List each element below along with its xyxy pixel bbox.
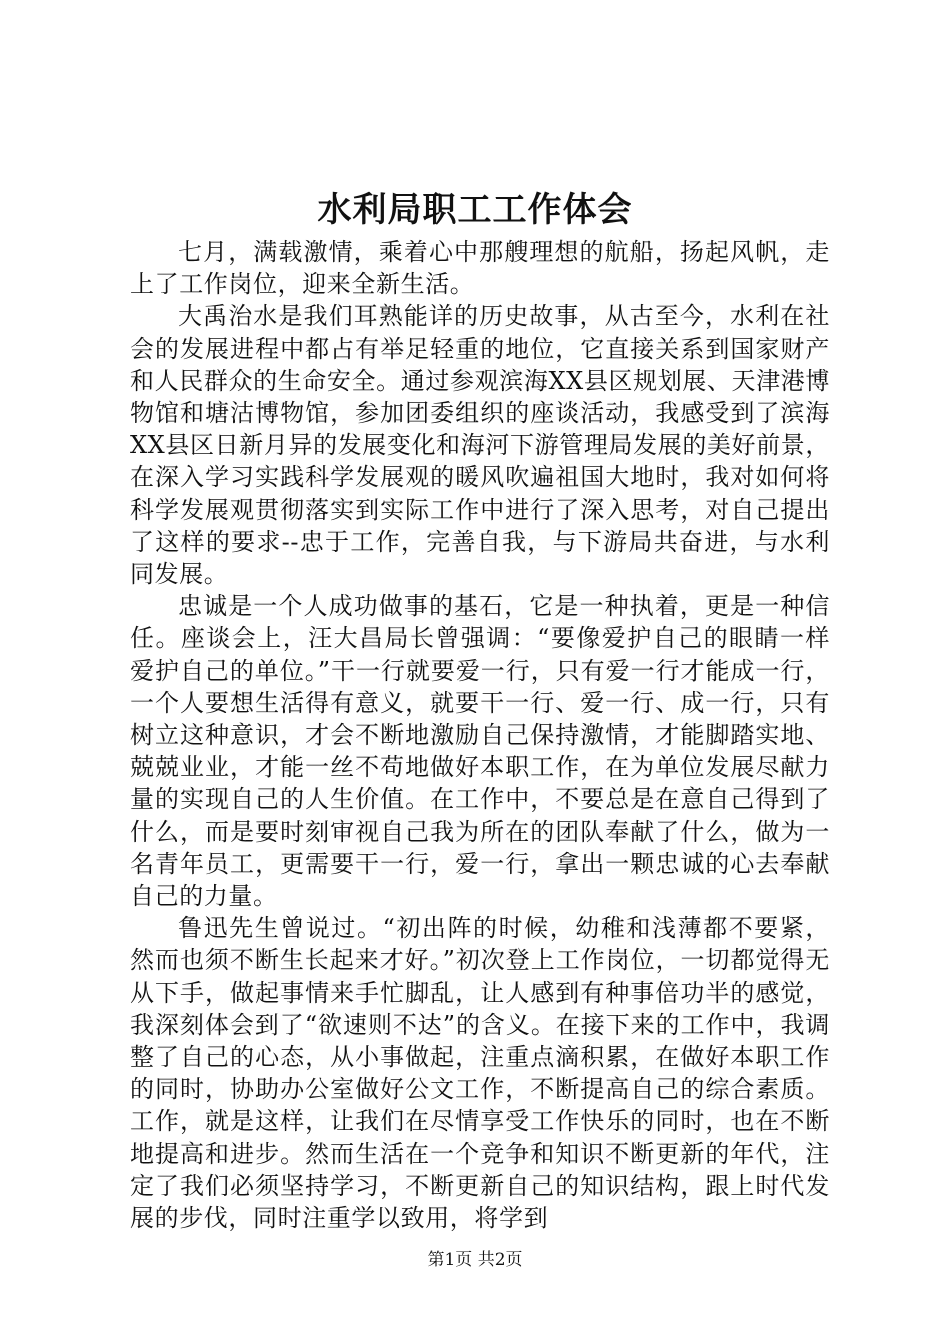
document-title: 水利局职工工作体会 [317,190,633,230]
paragraph-4: 鲁迅先生曾说过。“初出阵的时候，幼稚和浅薄都不要紧，然而也须不断生长起来才好。”初次登上工作岗位，一切都觉得无从下手，做起事情来手忙脚乱，让人感到有种事倍功半的感觉，我深刻体会到了“欲速则不达”的含义。在接下来的工作中，我调整了自己的心态，从小事做起，注重点滴积累，在做好本职工作的同时，协助办公室做好公文工作，不断提高自己的综合素质。工作，就是这样，让我们在尽情享受工作快乐的同时，也在不断地提高和进步。然而生活在一个竞争和知识不断更新的年代，注定了我们必须坚持学习，不断更新自己的知识结构，跟上时代发展的步伐，同时注重学以致用，将学到 [130,914,830,1233]
paragraph-2: 大禹治水是我们耳熟能详的历史故事，从古至今，水利在社会的发展进程中都占有举足轻重的地位，它直接关系到国家财产和人民群众的生命安全。通过参观滨海XX县区规划展、天津港博物馆和塘沽博物馆，参加团委组织的座谈活动，我感受到了滨海XX县区日新月异的发展变化和海河下游管理局发展的美好前景，在深入学习实践科学发展观的暖风吹遍祖国大地时，我对如何将科学发展观贯彻落实到实际工作中进行了深入思考，对自己提出了这样的要求--忠于工作，完善自我，与下游局共奋进，与水利同发展。 [130,302,830,589]
paragraph-1: 七月，满载激情，乘着心中那艘理想的航船，扬起风帆，走上了工作岗位，迎来全新生活。 [130,238,830,299]
paragraph-3: 忠诚是一个人成功做事的基石，它是一种执着，更是一种信任。座谈会上，汪大昌局长曾强调：“要像爱护自己的眼睛一样爱护自己的单位。”干一行就要爱一行，只有爱一行才能成一行，一个人要想生活得有意义，就要干一行、爱一行、成一行，只有树立这种意识，才会不断地激励自己保持激情，才能脚踏实地、兢兢业业，才能一丝不苟地做好本职工作，在为单位发展尽献力量的实现自己的人生价值。在工作中，不要总是在意自己得到了什么，而是要时刻审视自己我为所在的团队奉献了什么，做为一名青年员工，更需要干一行，爱一行，拿出一颗忠诚的心去奉献自己的力量。 [130,592,830,911]
page-footer: 第1页 共2页 [427,1250,523,1270]
document-body [130,236,830,1234]
